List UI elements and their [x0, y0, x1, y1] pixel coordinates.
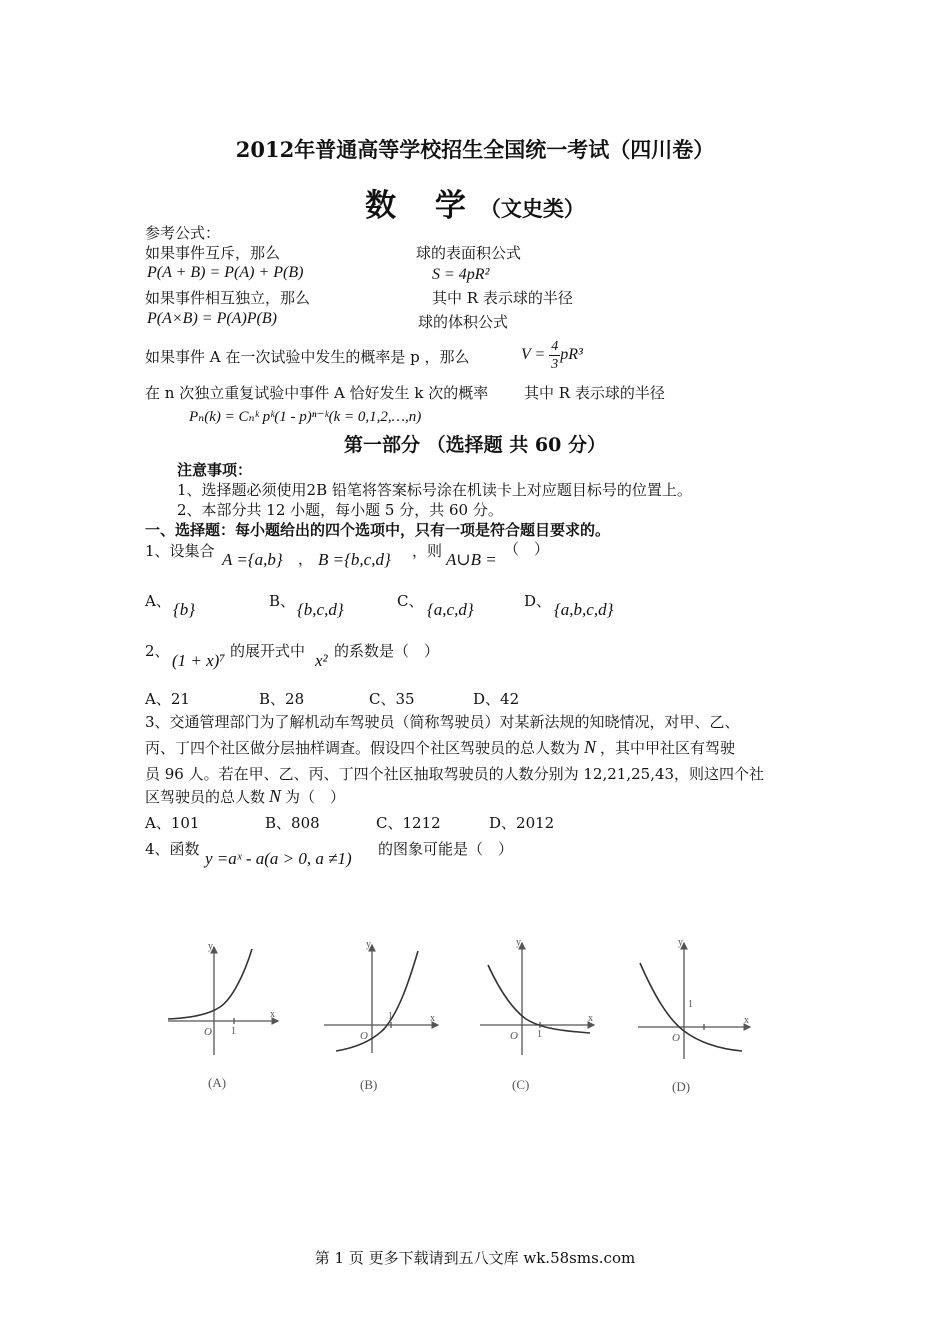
radius-note-2: 其中 R 表示球的半径: [524, 384, 665, 402]
q1-option-c-value: {a,c,d}: [427, 600, 474, 619]
subtitle: [0, 180, 950, 225]
volume-formula: [521, 338, 583, 373]
q3-n-symbol: N: [584, 737, 597, 757]
graph-d-origin: O: [672, 1032, 680, 1044]
volume-lhs: V =: [521, 346, 546, 364]
q2-middle: 的展开式中: [230, 642, 306, 660]
sphere-volume-label: 球的体积公式: [418, 313, 509, 331]
graph-b-x-label: x: [430, 1013, 435, 1024]
graph-a: [168, 947, 278, 1055]
q1-option-a-value: {b}: [173, 600, 196, 619]
q3-line-2b: ，其中甲社区有驾驶: [600, 739, 736, 757]
q1-set-b: B ={b,c,d}: [318, 550, 391, 569]
page-footer: 第 1 页 更多下载请到五八文库 wk.58sms.com: [314, 1249, 636, 1267]
q3-line-4a: 区驾驶员的总人数: [145, 788, 266, 806]
graph-d: [638, 943, 750, 1059]
graph-b-curve: [336, 951, 418, 1051]
prob-line: 如果事件 A 在一次试验中发生的概率是 p ，那么: [145, 348, 470, 366]
graph-d-x-label: x: [744, 1015, 749, 1026]
radius-note-1: 其中 R 表示球的半径: [432, 289, 573, 307]
q1-option-b-label: B、: [269, 592, 296, 610]
graph-b-origin: O: [360, 1030, 368, 1042]
q3-line-1: 3、交通管理部门为了解机动车驾驶员（简称驾驶员）对某新法规的知晓情况，对甲、乙、: [145, 713, 740, 731]
volume-num: 4: [551, 339, 559, 354]
q2-option-d: D、42: [473, 690, 520, 708]
graph-b-y-label: y: [366, 939, 371, 950]
graph-a-caption: (A): [208, 1075, 227, 1090]
notes-item-1: 1、选择题必须使用2B 铅笔将答案标号涂在机读卡上对应题目标号的位置上。: [177, 481, 692, 499]
volume-rhs: pR³: [560, 346, 583, 364]
notes-item-2: 2、本部分共 12 小题，每小题 5 分，共 60 分。: [177, 501, 503, 519]
graph-c-caption: (C): [512, 1077, 530, 1092]
q4-suffix: 的图象可能是（ ）: [378, 840, 514, 858]
bernoulli-formula: Pₙ(k) = Cₙᵏ pᵏ(1 - p)ⁿ⁻ᵏ(k = 0,1,2,…,n): [189, 409, 422, 425]
graph-a-origin: O: [204, 1026, 212, 1038]
q1-bracket: （ ）: [504, 540, 550, 558]
subtitle-paren: （文史类）: [479, 196, 585, 221]
q3-option-d: D、2012: [489, 814, 555, 832]
graph-c-origin: O: [510, 1030, 518, 1042]
q3-n-symbol-2: N: [269, 786, 282, 806]
graph-d-tick-label: 1: [688, 999, 693, 1010]
graph-a-y-label: y: [208, 941, 213, 952]
q1-comma: ，: [298, 550, 314, 568]
q3-option-c: C、1212: [376, 814, 441, 832]
graph-c-tick-label: 1: [537, 1029, 542, 1040]
q3-option-a: A、101: [145, 814, 200, 832]
graph-d-y-label: y: [678, 937, 683, 948]
formulas-header: 参考公式：: [145, 224, 221, 242]
graph-b-caption: (B): [360, 1077, 378, 1092]
q1-option-b-value: {b,c,d}: [297, 600, 344, 619]
q3-line-3: 员 96 人。若在甲、乙、丙、丁四个社区抽取驾驶员的人数分别为 12,21,25,43，则这四个社: [145, 765, 765, 783]
indep-label: 如果事件相互独立，那么: [145, 289, 311, 307]
graph-c-x-label: x: [588, 1013, 593, 1024]
q3-line-4: [145, 786, 345, 807]
mutex-formula: P(A + B) = P(A) + P(B): [147, 264, 304, 281]
q1-set-a: A ={a,b}: [222, 550, 283, 569]
graph-a-tick-label: 1: [231, 1026, 236, 1037]
q2-term: x²: [315, 651, 328, 670]
q3-option-b: B、808: [265, 814, 320, 832]
q2-expression: (1 + x)⁷: [172, 651, 226, 670]
q2-prefix: 2、: [145, 642, 170, 660]
q2-option-a: A、21: [145, 690, 190, 708]
q1-option-d-value: {a,b,c,d}: [554, 600, 614, 619]
graph-c-y-label: y: [516, 937, 521, 948]
q1-option-c-label: C、: [397, 592, 424, 610]
q3-line-2: [145, 737, 735, 758]
graph-b-tick-label: 1: [388, 1011, 393, 1022]
q1-option-d-label: D、: [524, 592, 552, 610]
q2-option-b: B、28: [259, 690, 305, 708]
graph-c-curve: [488, 965, 590, 1033]
q3-line-4b: 为（ ）: [285, 788, 346, 806]
sphere-area-label: 球的表面积公式: [416, 244, 522, 262]
q4-prefix: 4、函数: [145, 840, 200, 858]
indep-formula: P(A×B) = P(A)P(B): [147, 310, 277, 327]
q2-option-c: C、35: [369, 690, 415, 708]
q1-union: A∪B =: [446, 550, 497, 569]
q3-line-2a: 丙、丁四个社区做分层抽样调查。假设四个社区驾驶员的总人数为: [145, 739, 581, 757]
graph-a-curve: [168, 949, 252, 1019]
bernoulli-line: 在 n 次独立重复试验中事件 A 恰好发生 k 次的概率: [145, 384, 489, 402]
volume-fraction: [549, 338, 560, 373]
subtitle-main: 数 学: [365, 188, 480, 224]
q1-option-a-label: A、: [145, 592, 171, 610]
part1-title: 第一部分 （选择题 共 60 分）: [344, 434, 606, 456]
q1-then: ，则: [412, 542, 443, 560]
page-title: 2012年普通高等学校招生全国统一考试（四川卷）: [235, 137, 715, 162]
graph-d-caption: (D): [672, 1079, 691, 1094]
notes-header: 注意事项：: [177, 461, 253, 479]
graph-a-x-label: x: [270, 1009, 275, 1020]
mutex-label: 如果事件互斥，那么: [145, 244, 281, 262]
section-1-heading: 一、选择题：每小题给出的四个选项中，只有一项是符合题目要求的。: [145, 521, 611, 539]
q2-suffix: 的系数是（ ）: [334, 642, 440, 660]
q4-function: y =aˣ - a(a > 0, a ≠1): [205, 849, 352, 868]
volume-den: 3: [551, 357, 559, 372]
graph-b: [324, 945, 438, 1053]
q4-graphs: [160, 935, 780, 1105]
sphere-area-formula: S = 4pR²: [432, 266, 490, 283]
q1-prefix: 1、设集合: [145, 542, 215, 560]
